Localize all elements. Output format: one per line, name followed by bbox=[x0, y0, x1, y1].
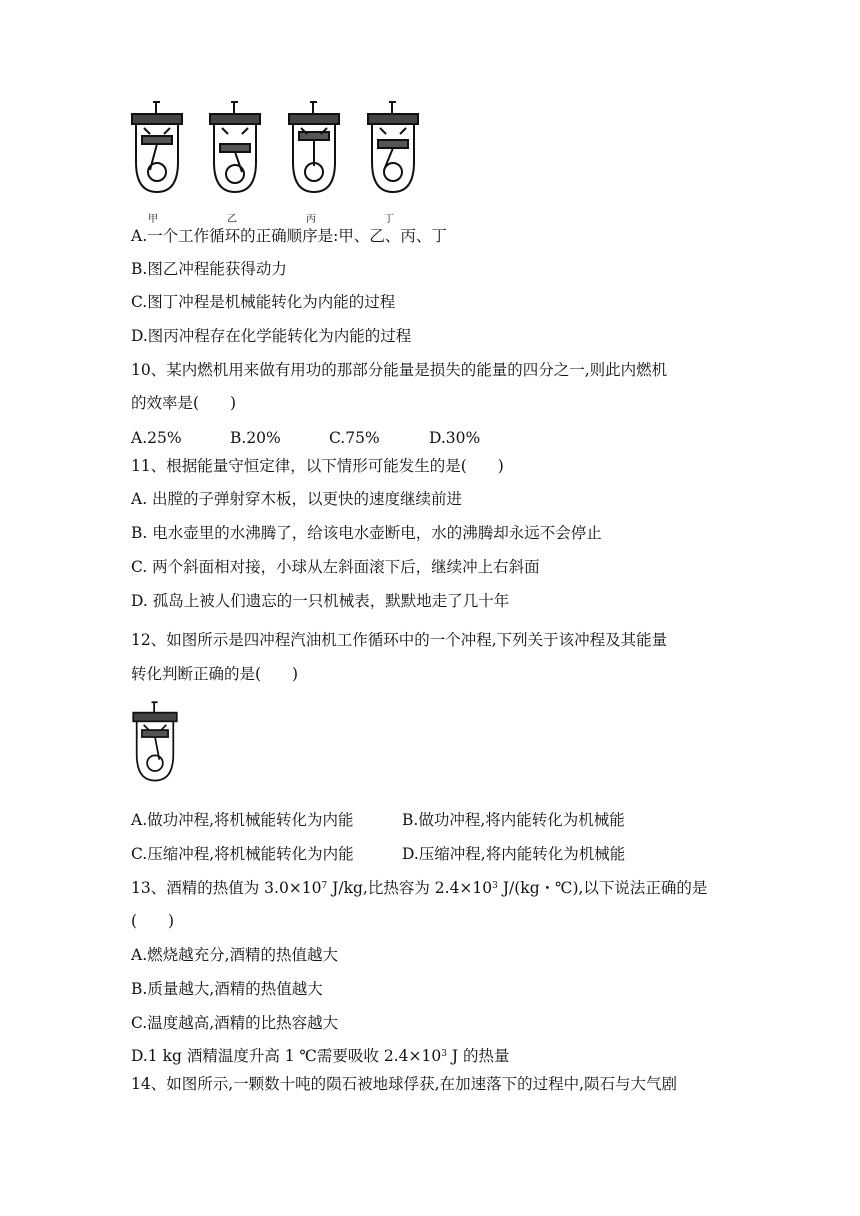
q13-option-a: A.燃烧越充分,酒精的热值越大 bbox=[131, 946, 339, 964]
q12-stem-line1: 12、如图所示是四冲程汽油机工作循环中的一个冲程,下列关于该冲程及其能量 bbox=[131, 631, 668, 649]
q13-stem-line1 bbox=[131, 878, 707, 898]
q9-option-b: B.图乙冲程能获得动力 bbox=[131, 260, 287, 278]
q14-stem-line1: 14、如图所示,一颗数十吨的陨石被地球俘获,在加速落下的过程中,陨石与大气剧 bbox=[131, 1075, 678, 1093]
engine-diagram-jia bbox=[126, 100, 188, 200]
q12-options-row2 bbox=[131, 844, 625, 864]
q12-option-a: A.做功冲程,将机械能转化为内能 bbox=[131, 811, 354, 829]
q13-option-d-part2: J 的热量 bbox=[446, 1047, 510, 1065]
q13-exponent2: 3 bbox=[492, 881, 498, 891]
q10-option-d: D.30% bbox=[429, 429, 481, 447]
q12-options-row1 bbox=[131, 810, 625, 830]
q10-option-a: A.25% bbox=[131, 429, 182, 447]
q13-stem-part3: J/(kg・℃),以下说法正确的是 bbox=[497, 879, 708, 897]
q11-option-d: D. 孤岛上被人们遗忘的一只机械表，默默地走了几十年 bbox=[131, 592, 510, 610]
caption-bing: 丙 bbox=[306, 214, 316, 225]
q11-option-b: B. 电水壶里的水沸腾了，给该电水壶断电，水的沸腾却永远不会停止 bbox=[131, 524, 602, 542]
q11-option-a: A. 出膛的子弹射穿木板，以更快的速度继续前进 bbox=[131, 490, 463, 508]
q12-option-c: C.压缩冲程,将机械能转化为内能 bbox=[131, 845, 354, 863]
engine-diagram-yi bbox=[204, 100, 266, 200]
q11-stem: 11、根据能量守恒定律，以下情形可能发生的是( ) bbox=[131, 457, 504, 475]
caption-jia: 甲 bbox=[148, 214, 158, 225]
q9-option-d: D.图丙冲程存在化学能转化为内能的过程 bbox=[131, 327, 412, 345]
q11-option-c: C. 两个斜面相对接，小球从左斜面滚下后，继续冲上右斜面 bbox=[131, 558, 540, 576]
q13-exponent1: 7 bbox=[321, 881, 328, 891]
caption-yi: 乙 bbox=[227, 214, 237, 225]
q10-option-c: C.75% bbox=[329, 429, 380, 447]
q13-stem-line2: ( ) bbox=[131, 912, 175, 930]
q13-option-c: C.温度越高,酒精的比热容越大 bbox=[131, 1014, 339, 1032]
q12-option-b: B.做功冲程,将内能转化为机械能 bbox=[402, 811, 625, 829]
q13-stem-part2: J/kg,比热容为 2.4×10 bbox=[327, 879, 493, 897]
q10-option-b: B.20% bbox=[230, 429, 281, 447]
engine-diagram-ding bbox=[362, 100, 424, 200]
engine-diagram-bing bbox=[283, 100, 345, 200]
q10-stem-line1: 10、某内燃机用来做有用功的那部分能量是损失的能量的四分之一,则此内燃机 bbox=[131, 361, 668, 379]
caption-ding: 丁 bbox=[384, 214, 394, 225]
q13-stem-part1: 13、酒精的热值为 3.0×10 bbox=[131, 879, 322, 897]
q12-stem-line2: 转化判断正确的是( ) bbox=[131, 665, 299, 683]
engine-strokes-figure bbox=[126, 100, 426, 225]
engine-diagram-single bbox=[128, 694, 182, 794]
q13-option-d bbox=[131, 1046, 510, 1066]
q9-option-a: A.一个工作循环的正确顺序是:甲、乙、丙、丁 bbox=[131, 227, 447, 245]
q10-stem-line2: 的效率是( ) bbox=[131, 394, 237, 412]
q13-option-d-exponent: 3 bbox=[441, 1049, 447, 1059]
q9-option-c: C.图丁冲程是机械能转化为内能的过程 bbox=[131, 293, 396, 311]
q12-option-d: D.压缩冲程,将内能转化为机械能 bbox=[402, 845, 626, 863]
q10-options bbox=[131, 428, 480, 448]
q13-option-b: B.质量越大,酒精的热值越大 bbox=[131, 980, 323, 998]
q13-option-d-part1: D.1 kg 酒精温度升高 1 ℃需要吸收 2.4×10 bbox=[131, 1047, 442, 1065]
